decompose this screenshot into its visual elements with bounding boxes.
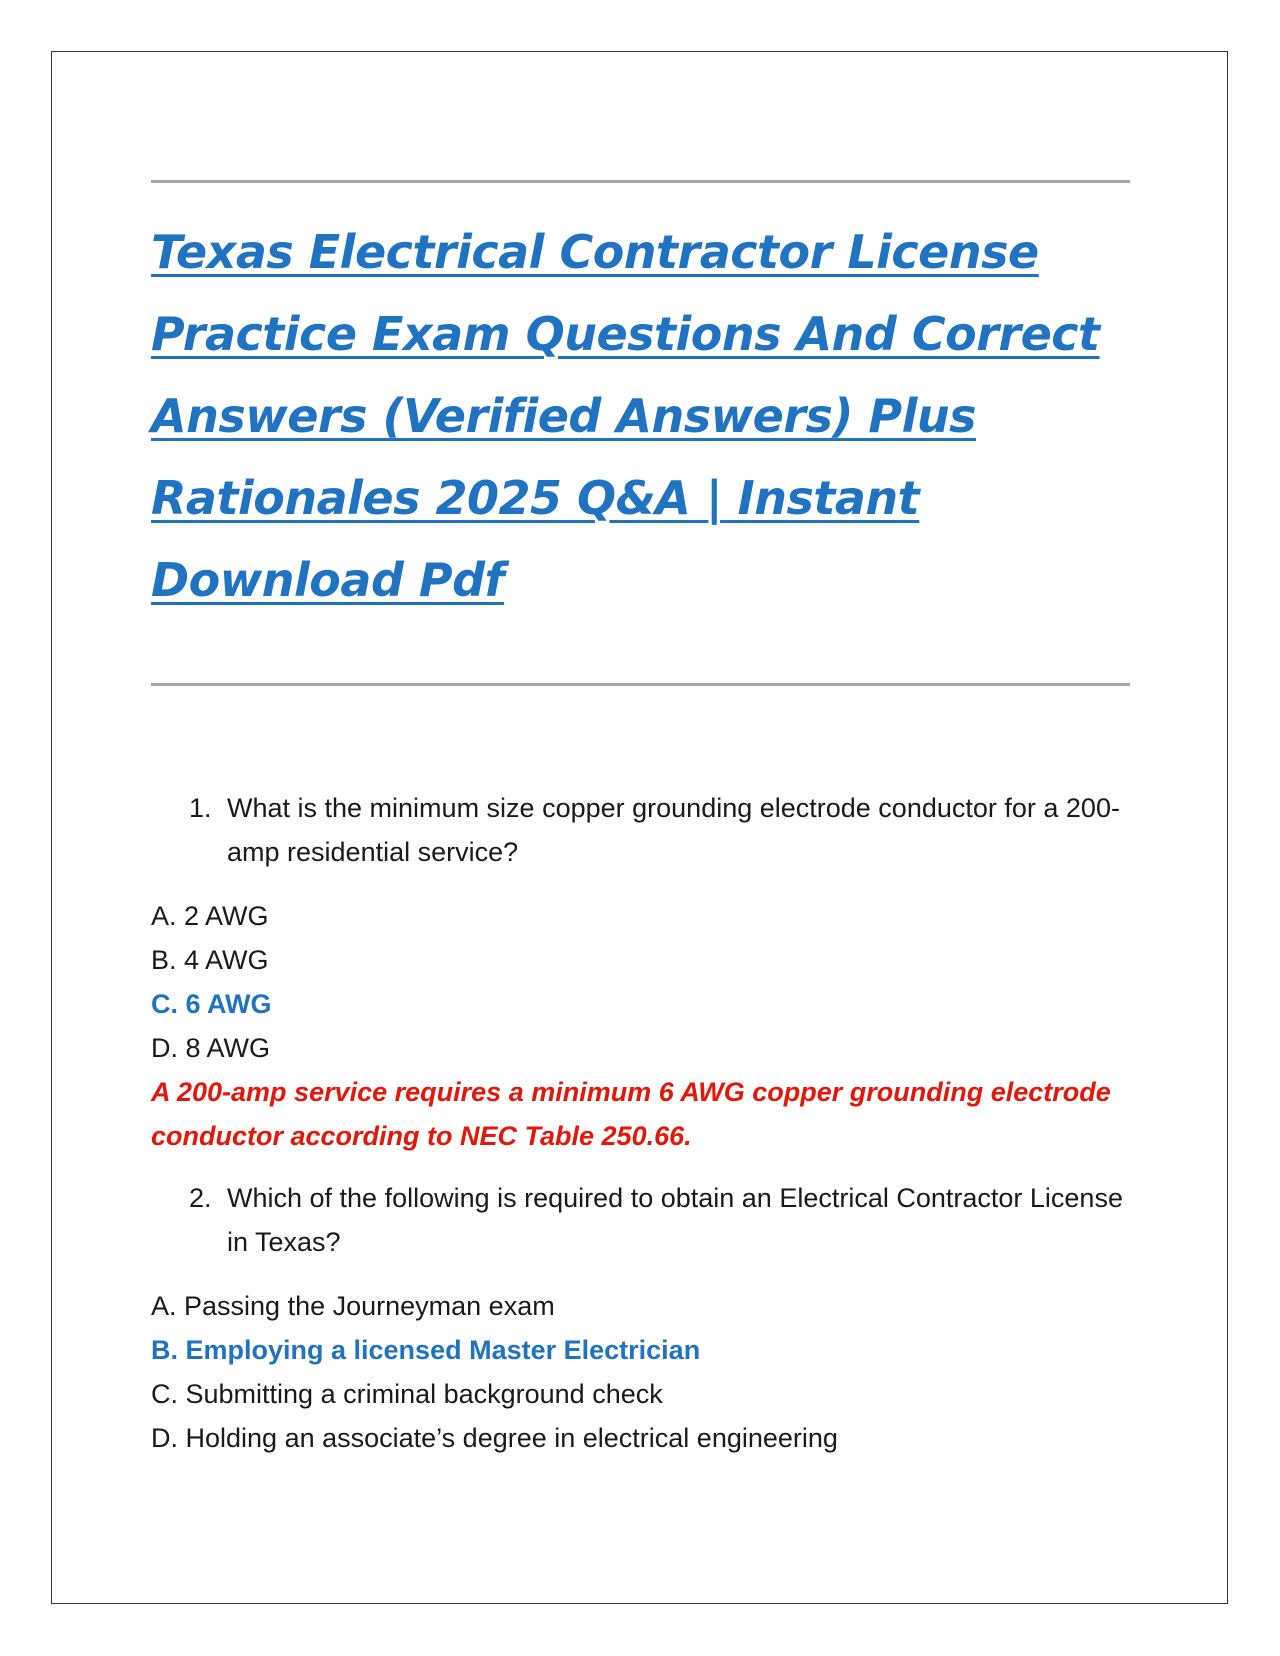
question-1-rationale: A 200-amp service requires a minimum 6 AWG copper grounding electrode conductor according to NEC Table 250.66. bbox=[151, 1077, 1111, 1151]
document-title-link[interactable]: Texas Electrical Contractor License Practice Exam Questions And Correct Answers (Verified Answers) Plus Rationales 2025 Q&A | Instant Download Pdf bbox=[151, 225, 1100, 607]
document-body bbox=[151, 180, 1131, 1460]
top-divider bbox=[151, 180, 1130, 183]
option-d: D. 8 AWG bbox=[151, 1033, 271, 1063]
question-text: Which of the following is required to obtain an Electrical Contractor License in Texas? bbox=[227, 1183, 1123, 1257]
option-b: B. 4 AWG bbox=[151, 945, 269, 975]
question-number: 1. bbox=[189, 793, 212, 823]
question-1-options bbox=[151, 894, 1131, 1070]
question-1 bbox=[189, 786, 1131, 874]
option-a: A. 2 AWG bbox=[151, 901, 269, 931]
question-text: What is the minimum size copper grounding electrode conductor for a 200-amp residential service? bbox=[227, 793, 1120, 867]
question-2-options bbox=[151, 1284, 1131, 1460]
option-c-correct: C. 6 AWG bbox=[151, 989, 272, 1019]
option-c: C. Submitting a criminal background check bbox=[151, 1379, 663, 1409]
question-2 bbox=[189, 1176, 1131, 1264]
option-d: D. Holding an associate’s degree in electrical engineering bbox=[151, 1423, 838, 1453]
bottom-divider bbox=[151, 683, 1130, 686]
option-b-correct: B. Employing a licensed Master Electrician bbox=[151, 1335, 701, 1365]
option-a: A. Passing the Journeyman exam bbox=[151, 1291, 555, 1321]
document-title[interactable] bbox=[151, 211, 1131, 621]
question-number: 2. bbox=[189, 1183, 212, 1213]
